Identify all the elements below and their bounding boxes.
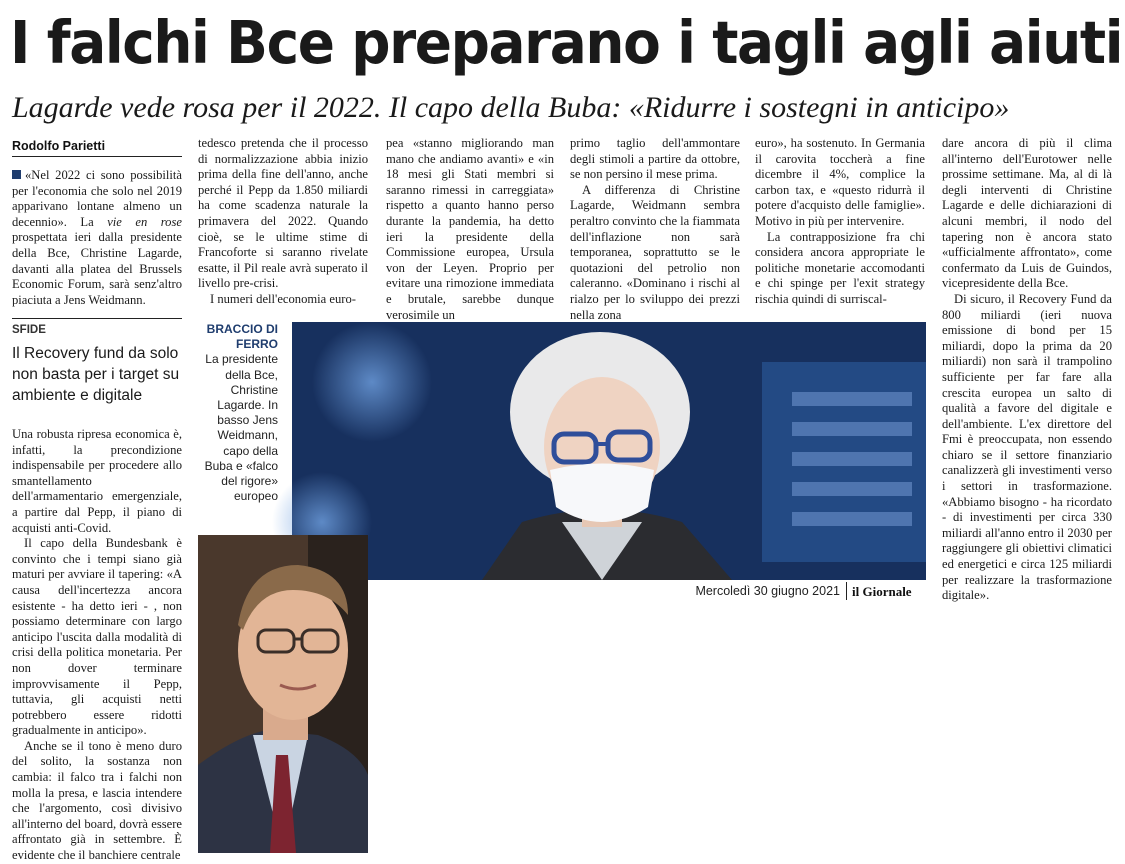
paragraph: I numeri dell'economia euro- bbox=[210, 291, 356, 306]
sidebar-kicker: SFIDE bbox=[12, 324, 46, 336]
paragraph: primo taglio dell'ammontare degli stimoli a partire da ottobre, se non persino il mese prima. bbox=[570, 136, 740, 182]
footer-divider bbox=[846, 582, 847, 600]
column-6 bbox=[942, 136, 1112, 603]
paragraph: pea «stanno migliorando man mano che andiamo avanti» e «in 18 mesi gli Stati membri si saranno rimessi in carreggiata» rispetto a quanto hanno perso durante la pandemia, ha detto ieri la presidente della Commissione europea, Ursula von der Leyen. Proprio per evitare una rimozione immediata e brutale, sarebbe dunque verosimile un bbox=[386, 136, 554, 322]
sidebar-paragraph: Anche se il tono è meno duro del solito, la sostanza non cambia: il falco tra i falchi non molla la presa, e lascia intendere che l'argomento, così divisivo all'interno del board, dovrà essere affrontato già in settembre. È evidente che il banchiere centrale bbox=[12, 738, 182, 863]
paragraph: A differenza di Christine Lagarde, Weidmann sembra peraltro convinto che la fiammata dell'inflazione non sarà temporanea, soprattutto se le quotazioni del petrolio non caleranno. «Dominano i rischi al rialzo per lo sviluppo dei prezzi nella zona bbox=[570, 182, 740, 322]
paragraph: La contrapposizione fra chi considera ancora appropriate le politiche monetarie accomodanti e chi spinge per l'exit strategy rischia quindi di surriscal- bbox=[755, 229, 925, 306]
sidebar-paragraph: Il capo della Bundesbank è convinto che i tempi siano già maturi per avviare il tapering: «A causa dell'incertezza ancora esistente - ha detto ieri - , non possiamo determinare con largo anticipo l'uscita dalla modalità di crisi della politica monetaria. Per non dover terminare improvvisamente il Pepp, tuttavia, gli acquisti netti potrebbero essere ridotti gradualmente in anticipo». bbox=[12, 536, 182, 738]
photo-caption bbox=[198, 322, 278, 502]
caption-text: La presidente della Bce, Christine Lagarde. In basso Jens Weidmann, capo della Buba e «falco del rigore» europeo bbox=[204, 352, 278, 504]
sidebar-paragraph: Una robusta ripresa economica è, infatti, la precondizione indispensabile per procedere allo smantellamento dell'armamentario emergenziale, a partire dal Pepp, il piano di acquisti anti-Covid. bbox=[12, 427, 182, 535]
publication-date: Mercoledì 30 giugno 2021 bbox=[695, 584, 840, 598]
paragraph: euro», ha sostenuto. In Germania il carovita toccherà a fine dicembre il 4%, complice la carbon tax, e «questo ridurrà il potere d'acquisto delle famiglie». Motivo in più per intervenire. bbox=[755, 136, 925, 228]
divider bbox=[12, 318, 182, 319]
weidmann-photo-illustration bbox=[198, 535, 368, 853]
paragraph: tedesco pretenda che il processo di normalizzazione abbia inizio prima della fine dell'anno, anche perché il Pepp da 1.850 miliardi ha come scadenza naturale la primavera del 2022. Quando cioè, se le ultime stime di Francoforte si saranno rivelate esatte, il Pil reale avrà superato il livello pre-crisi. bbox=[198, 136, 368, 291]
column-3 bbox=[386, 136, 554, 322]
lagarde-photo-illustration bbox=[292, 322, 926, 580]
sidebar-title: Il Recovery fund da solo non basta per i target su ambiente e digitale bbox=[12, 345, 180, 404]
column-5 bbox=[755, 136, 925, 311]
byline: Rodolfo Parietti bbox=[12, 138, 182, 157]
column-4 bbox=[570, 136, 740, 322]
weidmann-photo bbox=[198, 535, 368, 853]
column-1-lead bbox=[12, 168, 182, 308]
subheadline: Lagarde vede rosa per il 2022. Il capo della Buba: «Ridurre i sostegni in anticipo» bbox=[12, 91, 1010, 124]
paragraph: dare ancora di più il clima all'interno dell'Eurotower nelle prossime settimane. Ma, al di là degli interventi di Christine Lagarde e delle dichiarazioni di alcuni membri, il nodo del tapering non è ancora stato «ufficialmente affrontato», come confermato da Luis de Guindos, vicepresidente della Bce. bbox=[942, 136, 1112, 291]
lead-italic: vie en rose bbox=[107, 214, 182, 229]
newspaper-name: il Giornale bbox=[852, 584, 912, 599]
paragraph: Di sicuro, il Recovery Fund da 800 miliardi (ieri nuova emissione di bond per 15 miliardi, dopo la prima da 20 miliardi) non sarà il trampolino sufficiente per far fare alla crescita europea un salto di qualità a favore del digitale e dell'ambiente. L'ex direttore del Fmi è preoccupata, non essendo chiaro se il settore finanziario canalizzerà gli investimenti verso i settori in trasformazione. «Abbiamo bisogno - ha ricordato - di investimenti per circa 330 miliardi all'anno entro il 2030 per raggiungere gli obiettivi climatici ed energetici e circa 125 miliardi per realizzare la trasformazione digitale». bbox=[942, 291, 1112, 603]
lead-text-rest: prospettata ieri dalla presidente della Bce, Christine Lagarde, davanti alla platea del Brussels Economic Forum, sarà senz'altro piaciuta a Jens Weidmann. bbox=[12, 230, 182, 307]
sidebar-body bbox=[12, 427, 182, 863]
headline: I falchi Bce preparano i tagli agli aiuti bbox=[10, 8, 1123, 77]
caption-title: BRACCIO DI FERRO bbox=[206, 322, 278, 352]
bullet-square-icon bbox=[12, 170, 21, 179]
lagarde-photo bbox=[292, 322, 926, 580]
column-2 bbox=[198, 136, 368, 311]
lead-text: «Nel 2022 ci sono possibilità per l'economia che solo nel 2019 apparivano lontane almeno un decennio». La bbox=[12, 168, 182, 229]
